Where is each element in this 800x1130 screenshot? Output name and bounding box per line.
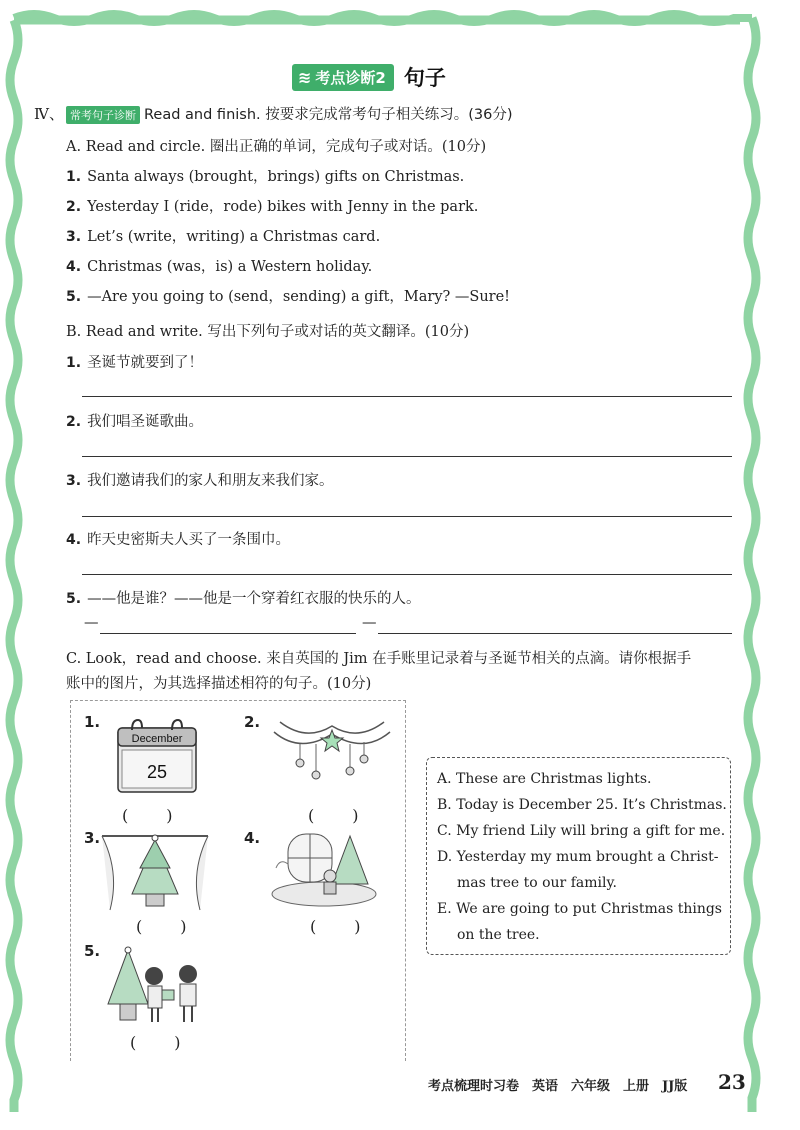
part-b-item bbox=[66, 587, 421, 608]
item-number: 5. bbox=[66, 289, 82, 305]
badge-text: 考点诊断2 bbox=[315, 68, 386, 87]
option-c: C. My friend Lily will bring a gift for me. bbox=[437, 823, 726, 839]
part-b-item bbox=[66, 410, 203, 431]
picture-number: 5. bbox=[84, 942, 101, 960]
item-number: 2. bbox=[66, 199, 82, 215]
part-b-heading: B. Read and write. 写出下列句子或对话的英文翻译。(10分) bbox=[66, 324, 470, 340]
part-a-item bbox=[66, 165, 464, 186]
part-b-item bbox=[66, 351, 203, 372]
item-text: —Are you going to (send，sending) a gift，Mary? —Sure! bbox=[87, 289, 511, 305]
diagnosis-badge bbox=[292, 64, 394, 91]
option-a: A. These are Christmas lights. bbox=[437, 771, 652, 787]
picture-number: 2. bbox=[244, 713, 261, 731]
calendar-month: December bbox=[131, 733, 183, 745]
wave-border-right bbox=[748, 18, 756, 1112]
dialog-dash: — bbox=[362, 615, 377, 631]
section-header bbox=[292, 62, 446, 92]
item-number: 3. bbox=[66, 473, 82, 489]
item-text: Let’s (write，writing) a Christmas card. bbox=[87, 229, 381, 245]
answer-paren[interactable]: ( ) bbox=[122, 806, 175, 825]
part-a-item bbox=[66, 285, 510, 306]
answer-line[interactable] bbox=[378, 633, 732, 634]
option-e: E. We are going to put Christmas things bbox=[437, 901, 722, 917]
answer-line[interactable] bbox=[82, 574, 732, 575]
picture-number: 3. bbox=[84, 829, 101, 847]
section-number: Ⅳ、 bbox=[34, 105, 64, 123]
footer-text: 考点梳理时习卷 英语 六年级 上册 JJ版 bbox=[428, 1079, 688, 1094]
page-title: 句子 bbox=[403, 66, 446, 90]
item-number: 4. bbox=[66, 259, 82, 275]
dialog-dash: — bbox=[84, 615, 99, 631]
item-number: 5. bbox=[66, 591, 82, 607]
answer-paren[interactable]: ( ) bbox=[308, 806, 361, 825]
calendar-icon bbox=[116, 718, 198, 794]
item-text: Yesterday I (ride，rode) bikes with Jenny in the park. bbox=[87, 199, 479, 215]
item-number: 1. bbox=[66, 355, 82, 371]
option-d-cont: mas tree to our family. bbox=[457, 875, 617, 891]
answer-paren[interactable]: ( ) bbox=[130, 1033, 183, 1052]
picture-number: 1. bbox=[84, 713, 101, 731]
answer-line[interactable] bbox=[82, 516, 732, 517]
part-c-heading: C. Look，read and choose. 来自英国的 Jim 在手账里记录着与圣诞节相关的点滴。请你根据手 bbox=[66, 651, 692, 667]
picture-number: 4. bbox=[244, 829, 261, 847]
calendar-day: 25 bbox=[146, 762, 168, 782]
part-a-item bbox=[66, 255, 372, 276]
answer-paren[interactable]: ( ) bbox=[310, 917, 363, 936]
item-text: 圣诞节就要到了！ bbox=[87, 355, 204, 371]
item-number: 4. bbox=[66, 532, 82, 548]
christmas-lights-icon bbox=[270, 716, 394, 780]
part-a-item bbox=[66, 195, 478, 216]
page-number: 23 bbox=[718, 1070, 746, 1094]
item-text: Christmas (was，is) a Western holiday. bbox=[87, 259, 373, 275]
section-heading bbox=[34, 103, 513, 124]
item-number: 2. bbox=[66, 414, 82, 430]
wave-border-top bbox=[14, 14, 752, 22]
item-number: 3. bbox=[66, 229, 82, 245]
answer-line[interactable] bbox=[82, 396, 732, 397]
section-tag: 常考句子诊断 bbox=[66, 106, 140, 124]
part-a-heading: A. Read and circle. 圈出正确的单词，完成句子或对话。(10分) bbox=[66, 139, 487, 155]
part-b-item bbox=[66, 528, 290, 549]
item-text: Santa always (brought，brings) gifts on Christmas. bbox=[87, 169, 465, 185]
part-a-item bbox=[66, 225, 380, 246]
section-instruction: Read and finish. 按要求完成常考句子相关练习。(36分) bbox=[144, 107, 513, 123]
item-text: 我们邀请我们的家人和朋友来我们家。 bbox=[87, 473, 334, 489]
part-c-heading-cont: 账中的图片，为其选择描述相符的句子。(10分) bbox=[66, 676, 372, 692]
option-b: B. Today is December 25. It’s Christmas. bbox=[437, 797, 727, 813]
item-number: 1. bbox=[66, 169, 82, 185]
item-text: 我们唱圣诞歌曲。 bbox=[87, 414, 204, 430]
christmas-tree-curtain-icon bbox=[100, 832, 210, 912]
wave-icon: ≋ bbox=[298, 67, 312, 87]
option-e-cont: on the tree. bbox=[457, 927, 540, 943]
item-text: ——他是谁？——他是一个穿着红衣服的快乐的人。 bbox=[87, 591, 421, 607]
part-b-item bbox=[66, 469, 334, 490]
answer-line[interactable] bbox=[100, 633, 356, 634]
children-gift-icon bbox=[104, 946, 214, 1028]
item-text: 昨天史密斯夫人买了一条围巾。 bbox=[87, 532, 291, 548]
options-box bbox=[426, 757, 731, 955]
option-d: D. Yesterday my mum brought a Christ- bbox=[437, 849, 719, 865]
christmas-room-icon bbox=[268, 828, 380, 908]
answer-line[interactable] bbox=[82, 456, 732, 457]
answer-paren[interactable]: ( ) bbox=[136, 917, 189, 936]
